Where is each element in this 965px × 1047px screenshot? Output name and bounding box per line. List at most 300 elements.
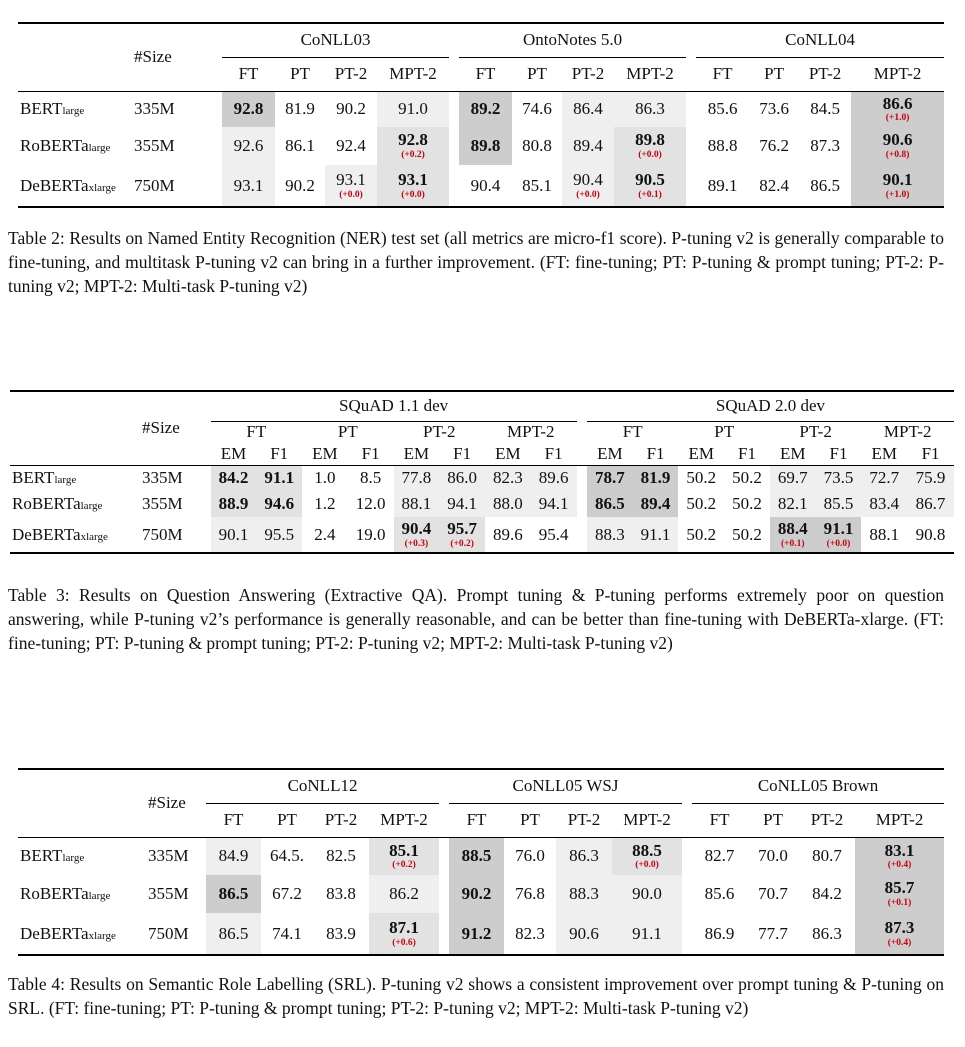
table-cell	[211, 517, 257, 553]
cell-value: 1.2	[314, 494, 336, 514]
table-cell	[633, 517, 679, 553]
table-qa	[10, 390, 954, 554]
method-header: FT	[622, 422, 643, 442]
metric-header: EM	[780, 443, 806, 463]
cell-value: 50.2	[732, 524, 762, 544]
cell-value: 89.2	[470, 99, 501, 119]
table-cell	[614, 165, 686, 207]
table-cell	[377, 165, 449, 207]
model-name	[10, 491, 142, 517]
cell-value: 76.2	[759, 136, 789, 156]
table-cell	[512, 91, 562, 127]
table-srl	[18, 768, 944, 956]
cell-delta: (+0.0)	[576, 189, 600, 200]
column-header: FT	[223, 810, 244, 830]
table-row	[18, 837, 944, 875]
table-cell	[612, 837, 682, 875]
table-cell	[747, 837, 799, 875]
cell-value: 95.4	[538, 524, 569, 544]
table-cell	[556, 875, 612, 913]
table3-caption: Table 3: Results on Question Answering (Extractive QA). Prompt tuning & P-tuning performs extremely poor on question answering, while P-tuning v2’s performance is generally reasonable, and can be better than fine-tuning with DeBERTa-xlarge. (FT: fine-tuning; PT: P-tuning & prompt tuning; PT-2: P-tuning v2; MPT-2: Multi-task P-tuning v2)	[8, 585, 944, 653]
cell-value: 90.6	[569, 923, 599, 943]
table-row	[18, 875, 944, 913]
table-cell	[512, 127, 562, 165]
method-header: PT-2	[423, 422, 456, 442]
cell-value: 70.7	[758, 884, 788, 904]
column-gap	[682, 875, 692, 913]
group-header: OntoNotes 5.0	[459, 23, 686, 57]
group-header: SQuAD 1.1 dev	[211, 391, 577, 421]
table-cell	[439, 465, 485, 491]
table-cell	[325, 127, 377, 165]
cell-value: 86.9	[704, 923, 735, 943]
cell-value: 82.3	[515, 923, 545, 943]
metric-header: F1	[646, 443, 665, 463]
column-gap	[682, 913, 692, 955]
table-cell	[275, 127, 325, 165]
table-cell	[459, 127, 512, 165]
model-base: RoBERTa	[20, 884, 89, 904]
table-cell	[816, 517, 862, 553]
column-gap	[449, 165, 459, 207]
cell-delta: (+0.2)	[401, 150, 425, 161]
cell-value: 85.6	[704, 884, 735, 904]
table-cell	[678, 517, 724, 553]
table-cell	[377, 127, 449, 165]
cell-value: 83.9	[326, 923, 356, 943]
cell-value: 90.2	[336, 99, 366, 119]
cell-value: 69.7	[777, 468, 808, 488]
table-cell	[313, 875, 369, 913]
cell-value: 84.2	[812, 884, 842, 904]
cell-value: 95.5	[264, 524, 295, 544]
column-header: FT	[712, 64, 733, 84]
table2-caption: Table 2: Results on Named Entity Recognition (NER) test set (all metrics are micro-f1 score). P-tuning v2 is generally comparable to fine-tuning, and multitask P-tuning v2 can bring in a further improvement. (FT: fine-tuning; PT: P-tuning & prompt tuning; PT-2: P-tuning v2; MPT-2: Multi-task P-tuning v2)	[8, 228, 944, 296]
cell-value: 93.1	[398, 169, 428, 189]
cell-value: 86.3	[812, 923, 842, 943]
cell-value: 86.5	[810, 175, 840, 195]
model-subscript: large	[54, 474, 77, 487]
table-cell	[816, 491, 862, 517]
column-header: FT	[475, 64, 496, 84]
model-name	[18, 91, 134, 127]
cell-value: 86.3	[635, 99, 665, 119]
cell-value: 86.0	[447, 468, 477, 488]
table-cell	[512, 165, 562, 207]
cell-value: 91.1	[823, 518, 854, 538]
cell-value: 82.7	[704, 846, 735, 866]
cell-value: 88.1	[401, 494, 432, 514]
table-cell	[770, 517, 816, 553]
model-name	[18, 127, 134, 165]
column-gap	[686, 127, 696, 165]
model-subscript: large	[80, 500, 103, 513]
table-cell	[692, 913, 747, 955]
table-cell	[302, 465, 348, 491]
model-size: 335M	[134, 91, 222, 127]
cell-delta: (+0.0)	[635, 860, 659, 871]
table-cell	[907, 491, 954, 517]
metric-header: EM	[495, 443, 521, 463]
table-row	[18, 913, 944, 955]
table-row	[18, 127, 944, 165]
model-subscript: xlarge	[88, 929, 116, 942]
column-gap	[449, 127, 459, 165]
model-subscript: xlarge	[80, 530, 108, 543]
table-cell	[275, 91, 325, 127]
method-header: MPT-2	[507, 422, 555, 442]
table-cell	[206, 875, 261, 913]
table-cell	[256, 491, 302, 517]
table-cell	[724, 517, 770, 553]
table-cell	[556, 913, 612, 955]
column-gap	[577, 465, 587, 491]
group-header: CoNLL04	[696, 23, 944, 57]
column-header: PT	[763, 810, 783, 830]
cell-value: 89.4	[573, 136, 603, 156]
table-cell	[562, 165, 614, 207]
cell-value: 80.7	[812, 846, 842, 866]
table-cell	[325, 91, 377, 127]
table-cell	[222, 91, 275, 127]
table-cell	[504, 837, 556, 875]
column-header: PT-2	[334, 64, 368, 84]
column-gap	[577, 443, 587, 465]
cell-value: 88.4	[777, 518, 808, 538]
table-cell	[799, 91, 851, 127]
table-cell	[485, 517, 531, 553]
table-row	[10, 491, 954, 517]
cell-value: 50.2	[686, 524, 717, 544]
cell-value: 83.8	[326, 884, 356, 904]
cell-value: 86.4	[573, 99, 603, 119]
cell-value: 89.4	[640, 494, 671, 514]
cell-value: 94.1	[447, 494, 477, 514]
table-cell	[562, 127, 614, 165]
table-cell	[222, 127, 275, 165]
cell-value: 90.0	[632, 884, 662, 904]
group-header: SQuAD 2.0 dev	[587, 391, 954, 421]
cell-value: 87.1	[389, 917, 419, 937]
cell-value: 90.1	[218, 524, 249, 544]
model-size: 355M	[148, 884, 189, 904]
cell-value: 91.0	[398, 99, 428, 119]
cell-value: 90.4	[470, 175, 501, 195]
table-cell	[749, 165, 799, 207]
cell-value: 2.4	[314, 524, 336, 544]
cell-value: 90.2	[461, 884, 492, 904]
cell-value: 86.7	[915, 494, 946, 514]
table-cell	[449, 837, 504, 875]
cell-value: 80.8	[522, 136, 552, 156]
cell-delta: (+0.0)	[339, 189, 363, 200]
cell-value: 86.5	[218, 884, 249, 904]
metric-header: F1	[921, 443, 940, 463]
cell-delta: (+0.8)	[885, 150, 910, 161]
model-name	[18, 837, 148, 875]
table-cell	[313, 837, 369, 875]
column-header: PT-2	[571, 64, 605, 84]
column-header: PT-2	[324, 810, 358, 830]
cell-delta: (+0.6)	[392, 937, 416, 948]
table-cell	[504, 913, 556, 955]
cell-value: 89.8	[470, 136, 501, 156]
model-size: 335M	[148, 837, 206, 875]
model-base: RoBERTa	[12, 494, 81, 514]
column-header: MPT-2	[626, 64, 674, 84]
model-size: 750M	[134, 165, 222, 207]
model-base: DeBERTa	[20, 923, 89, 943]
cell-value: 88.3	[594, 524, 625, 544]
model-base: BERT	[12, 468, 55, 488]
model-name	[10, 517, 142, 553]
column-header: PT-2	[810, 810, 844, 830]
group-header: CoNLL05 Brown	[692, 769, 944, 803]
cell-value: 84.5	[810, 99, 840, 119]
column-gap	[682, 803, 692, 837]
cell-delta: (+0.4)	[887, 937, 912, 948]
table-cell	[770, 465, 816, 491]
cell-value: 82.5	[326, 846, 356, 866]
table-row	[10, 465, 954, 491]
cell-delta: (+1.0)	[885, 189, 910, 200]
cell-value: 90.4	[573, 169, 603, 189]
cell-value: 72.7	[869, 468, 900, 488]
metric-header: EM	[597, 443, 623, 463]
cell-delta: (+0.4)	[887, 860, 912, 871]
table-row	[18, 165, 944, 207]
model-name	[18, 913, 148, 955]
column-gap	[439, 803, 449, 837]
cell-value: 83.4	[869, 494, 900, 514]
cell-value: 81.9	[640, 468, 671, 488]
model-subscript: large	[62, 105, 85, 118]
table-cell	[275, 165, 325, 207]
cell-value: 89.8	[635, 130, 665, 150]
cell-value: 85.6	[707, 99, 738, 119]
cell-value: 88.1	[869, 524, 900, 544]
cell-value: 83.1	[884, 840, 915, 860]
cell-value: 77.7	[758, 923, 788, 943]
table-cell	[206, 913, 261, 955]
table-cell	[696, 127, 749, 165]
table-cell	[907, 517, 954, 553]
table-cell	[394, 517, 440, 553]
cell-value: 88.3	[569, 884, 599, 904]
group-header: CoNLL12	[206, 769, 439, 803]
cell-value: 90.1	[882, 169, 913, 189]
cell-value: 85.5	[823, 494, 854, 514]
cell-value: 90.2	[285, 175, 315, 195]
cell-value: 77.8	[401, 468, 432, 488]
cell-delta: (+0.1)	[638, 189, 662, 200]
cell-value: 88.0	[492, 494, 523, 514]
table-cell	[222, 165, 275, 207]
column-gap	[577, 421, 587, 443]
cell-value: 67.2	[272, 884, 302, 904]
table-cell	[855, 913, 944, 955]
table-cell	[206, 837, 261, 875]
cell-value: 86.5	[594, 494, 625, 514]
cell-value: 82.3	[492, 468, 523, 488]
cell-delta: (+0.0)	[401, 189, 425, 200]
table-cell	[377, 91, 449, 127]
method-header: PT	[714, 422, 735, 442]
cell-value: 50.2	[732, 494, 762, 514]
table-cell	[851, 91, 944, 127]
cell-delta: (+0.1)	[780, 538, 805, 549]
cell-value: 87.3	[884, 917, 915, 937]
cell-value: 91.2	[461, 923, 492, 943]
cell-value: 93.1	[233, 175, 264, 195]
cell-value: 74.1	[272, 923, 302, 943]
cell-value: 90.5	[635, 169, 665, 189]
cell-value: 76.0	[515, 846, 545, 866]
cell-value: 50.2	[686, 494, 717, 514]
cell-value: 92.6	[233, 136, 264, 156]
table-cell	[770, 491, 816, 517]
table-cell	[211, 465, 257, 491]
table-cell	[749, 91, 799, 127]
cell-delta: (+1.0)	[885, 113, 910, 124]
cell-value: 92.4	[336, 136, 366, 156]
table-cell	[394, 465, 440, 491]
cell-value: 86.3	[569, 846, 599, 866]
cell-value: 85.1	[389, 840, 419, 860]
table-cell	[612, 875, 682, 913]
table-cell	[799, 127, 851, 165]
table-cell	[749, 127, 799, 165]
table-cell	[531, 517, 577, 553]
cell-value: 85.7	[884, 878, 915, 898]
model-base: RoBERTa	[20, 136, 89, 156]
table-cell	[678, 465, 724, 491]
column-header: PT-2	[808, 64, 842, 84]
model-base: DeBERTa	[20, 175, 89, 195]
model-size: 335M	[142, 465, 211, 491]
cell-value: 86.2	[389, 884, 419, 904]
model-subscript: xlarge	[88, 181, 116, 194]
cell-value: 50.2	[732, 468, 762, 488]
cell-value: 73.6	[759, 99, 789, 119]
table-cell	[562, 91, 614, 127]
cell-value: 90.4	[401, 518, 432, 538]
cell-value: 91.1	[632, 923, 662, 943]
table-cell	[816, 465, 862, 491]
table-cell	[256, 517, 302, 553]
model-subscript: large	[88, 142, 111, 155]
table-cell	[587, 491, 633, 517]
cell-delta: (+0.3)	[404, 538, 429, 549]
column-header: PT	[290, 64, 310, 84]
column-gap	[577, 517, 587, 553]
table-cell	[485, 465, 531, 491]
cell-value: 87.3	[810, 136, 840, 156]
metric-header: F1	[361, 443, 380, 463]
cell-delta: (+0.2)	[450, 538, 474, 549]
cell-value: 82.1	[777, 494, 808, 514]
table-cell	[261, 875, 313, 913]
column-header: MPT-2	[389, 64, 437, 84]
cell-value: 88.5	[632, 840, 662, 860]
cell-value: 75.9	[915, 468, 946, 488]
cell-value: 74.6	[522, 99, 552, 119]
column-header: FT	[238, 64, 259, 84]
column-gap	[686, 165, 696, 207]
table-cell	[313, 913, 369, 955]
cell-value: 81.9	[285, 99, 315, 119]
cell-value: 12.0	[355, 494, 386, 514]
metric-header: F1	[453, 443, 472, 463]
table-cell	[556, 837, 612, 875]
metric-header: EM	[403, 443, 430, 463]
cell-value: 8.5	[360, 468, 382, 488]
column-header: PT	[527, 64, 547, 84]
table-cell	[861, 491, 907, 517]
table-cell	[459, 165, 512, 207]
table-cell	[799, 165, 851, 207]
table4-caption: Table 4: Results on Semantic Role Labelling (SRL). P-tuning v2 shows a consistent improvement over prompt tuning & P-tuning on SRL. (FT: fine-tuning; PT: P-tuning & prompt tuning; PT-2: P-tuning v2; MPT-2: Multi-task P-tuning v2)	[8, 974, 944, 1018]
table-cell	[485, 491, 531, 517]
cell-value: 91.1	[640, 524, 671, 544]
cell-value: 86.5	[218, 923, 249, 943]
cell-value: 76.8	[515, 884, 545, 904]
table-cell	[747, 913, 799, 955]
model-subscript: large	[88, 890, 111, 903]
table-cell	[369, 875, 439, 913]
method-header: MPT-2	[883, 422, 932, 442]
table-cell	[612, 913, 682, 955]
cell-value: 86.1	[285, 136, 315, 156]
cell-delta: (+0.1)	[887, 898, 912, 909]
column-header: FT	[709, 810, 730, 830]
cell-value: 94.1	[538, 494, 569, 514]
column-gap	[449, 57, 459, 91]
table-cell	[747, 875, 799, 913]
column-gap	[449, 91, 459, 127]
group-header: CoNLL05 WSJ	[449, 769, 682, 803]
column-header: PT	[277, 810, 297, 830]
table-cell	[459, 91, 512, 127]
table-cell	[531, 491, 577, 517]
table-cell	[369, 837, 439, 875]
table-cell	[587, 517, 633, 553]
cell-value: 73.5	[823, 468, 854, 488]
model-size: 750M	[142, 517, 211, 553]
column-header: FT	[466, 810, 487, 830]
table-cell	[614, 91, 686, 127]
cell-value: 89.1	[707, 175, 738, 195]
table-cell	[851, 165, 944, 207]
table-cell	[724, 465, 770, 491]
table-cell	[633, 491, 679, 517]
table-cell	[587, 465, 633, 491]
table-cell	[261, 837, 313, 875]
method-header: FT	[246, 422, 267, 442]
cell-value: 91.1	[264, 468, 295, 488]
table-row	[10, 517, 954, 553]
table-cell	[861, 465, 907, 491]
cell-value: 88.9	[218, 494, 249, 514]
cell-delta: (+0.0)	[826, 538, 851, 549]
cell-value: 86.6	[882, 93, 913, 113]
table-cell	[907, 465, 954, 491]
metric-header: F1	[738, 443, 756, 463]
table-cell	[692, 837, 747, 875]
table-cell	[696, 165, 749, 207]
column-header: MPT-2	[380, 810, 428, 830]
cell-value: 1.0	[314, 468, 336, 488]
